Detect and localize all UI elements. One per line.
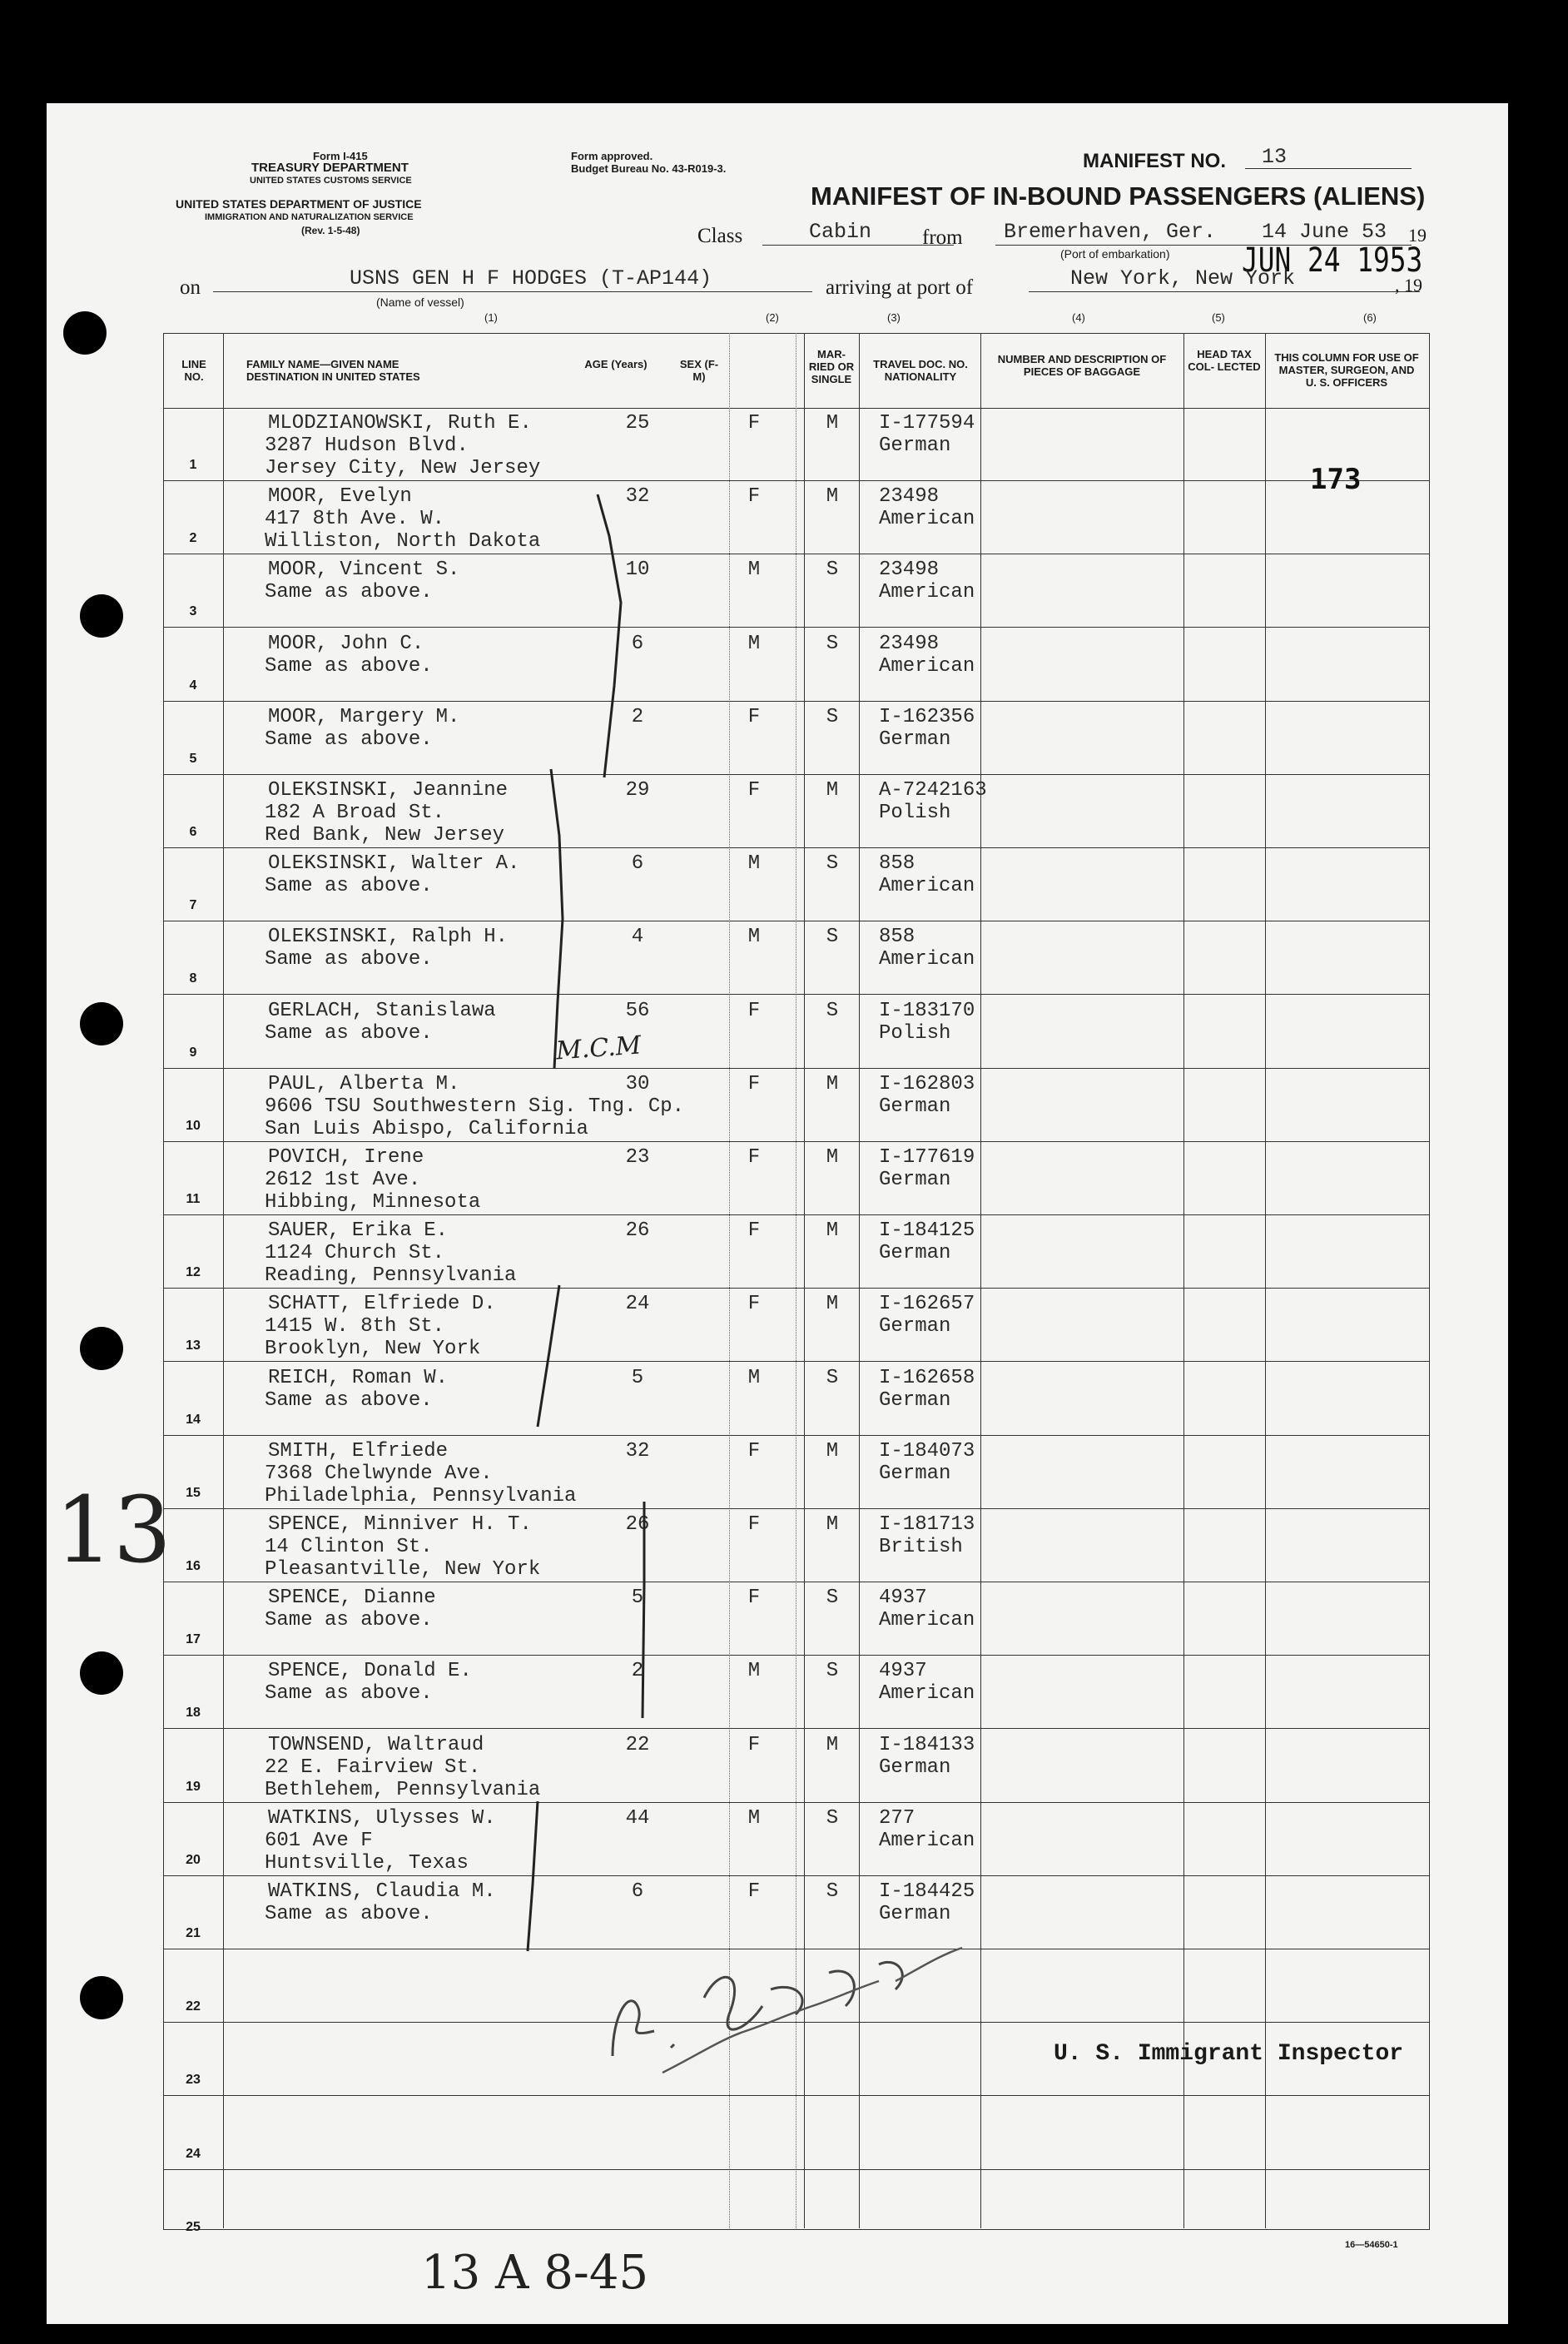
- nationality: German: [879, 1756, 951, 1779]
- marital-status: S: [826, 705, 839, 728]
- department-of-justice: UNITED STATES DEPARTMENT OF JUSTICE: [176, 197, 422, 211]
- line-number: 2: [189, 531, 197, 546]
- treasury-department: TREASURY DEPARTMENT: [251, 161, 409, 175]
- line-number: 20: [186, 1852, 201, 1867]
- marital-status: M: [826, 1072, 839, 1095]
- destination-line-1: Same as above.: [265, 875, 433, 898]
- marital-status: M: [826, 412, 839, 435]
- line-number: 5: [189, 751, 197, 766]
- destination-line-1: Same as above.: [265, 1903, 433, 1925]
- line-number: 12: [186, 1265, 201, 1280]
- passenger-name: OLEKSINSKI, Ralph H.: [268, 926, 509, 949]
- form-code: 16—54650-1: [1345, 2240, 1398, 2250]
- passenger-name: SMITH, Elfriede: [268, 1439, 449, 1463]
- age: 23: [625, 1146, 650, 1169]
- form-approved: Form approved.: [571, 150, 653, 162]
- destination-line-2: Pleasantville, New York: [265, 1558, 541, 1581]
- on-label: on: [180, 276, 201, 299]
- vessel-name-note: (Name of vessel): [376, 295, 464, 309]
- mcm-initials: M.C.M: [554, 1030, 643, 1066]
- table-row: [47, 848, 1508, 921]
- destination-line-1: Same as above.: [265, 948, 433, 971]
- line-number: 3: [189, 604, 197, 619]
- travel-doc-number: 858: [879, 852, 915, 876]
- line-number: 1: [189, 458, 197, 472]
- destination-line-1: 417 8th Ave. W.: [265, 508, 445, 531]
- nationality: Polish: [879, 802, 951, 824]
- marital-status: S: [826, 999, 839, 1022]
- budget-bureau: Budget Bureau No. 43-R019-3.: [571, 162, 727, 175]
- destination-line-1: 601 Ave F: [265, 1829, 373, 1852]
- table-row: [47, 996, 1508, 1069]
- line-number: 10: [186, 1118, 201, 1133]
- manifest-number: 13: [1262, 145, 1288, 169]
- revision: (Rev. 1-5-48): [301, 225, 360, 236]
- travel-doc-number: I-184133: [879, 1733, 975, 1756]
- table-row: [47, 1730, 1508, 1803]
- sex: M: [747, 1660, 761, 1683]
- line-number: 4: [189, 678, 197, 693]
- sex: F: [747, 1219, 761, 1243]
- table-row: [47, 481, 1508, 554]
- nationality: American: [879, 1829, 975, 1852]
- passenger-name: MOOR, Vincent S.: [268, 559, 460, 582]
- port-embarkation-note: (Port of embarkation): [1060, 247, 1170, 261]
- destination-line-1: 2612 1st Ave.: [265, 1169, 421, 1191]
- table-row: [47, 921, 1508, 995]
- line-number: 14: [186, 1412, 201, 1427]
- passenger-name: MOOR, Evelyn: [268, 485, 412, 509]
- destination-line-1: Same as above.: [265, 1388, 433, 1412]
- travel-doc-number: 23498: [879, 632, 940, 655]
- punch-hole: [63, 311, 107, 355]
- marital-status: M: [826, 1439, 839, 1463]
- vessel-name: USNS GEN H F HODGES (T-AP144): [350, 266, 712, 291]
- marital-status: M: [826, 1293, 839, 1316]
- sex: F: [747, 1880, 761, 1903]
- age: 6: [631, 1880, 644, 1903]
- destination-line-2: Bethlehem, Pennsylvania: [265, 1778, 541, 1801]
- destination-line-1: 9606 TSU Southwestern Sig. Tng. Cp.: [265, 1095, 685, 1118]
- destination-line-2: Red Bank, New Jersey: [265, 824, 505, 847]
- table-row: [47, 2097, 1508, 2170]
- age: 4: [631, 926, 644, 949]
- travel-doc-number: I-162657: [879, 1293, 975, 1316]
- destination-line-1: 3287 Hudson Blvd.: [265, 435, 469, 457]
- destination-line-2: Jersey City, New Jersey: [265, 457, 541, 479]
- travel-doc-number: 23498: [879, 559, 940, 582]
- table-row: [47, 1803, 1508, 1876]
- line-number: 24: [186, 2146, 201, 2161]
- destination-line-2: Hibbing, Minnesota: [265, 1191, 481, 1214]
- travel-doc-number: I-184073: [879, 1439, 975, 1463]
- col-num-6: (6): [1363, 311, 1377, 324]
- header-baggage: NUMBER AND DESCRIPTION OF PIECES OF BAGGAGE: [997, 353, 1167, 378]
- header-sex: SEX (F-M): [679, 358, 719, 383]
- passenger-name: TOWNSEND, Waltraud: [268, 1733, 484, 1756]
- line-number: 13: [186, 1338, 201, 1353]
- sex: M: [747, 926, 761, 949]
- line-number: 15: [186, 1485, 201, 1500]
- manifest-label: MANIFEST NO.: [1083, 150, 1226, 172]
- immigrant-inspector-label: U. S. Immigrant Inspector: [1054, 2041, 1404, 2067]
- sex: F: [747, 705, 761, 728]
- left-margin-number: 13: [55, 1477, 171, 1583]
- line-number: 21: [186, 1926, 201, 1940]
- destination-line-1: Same as above.: [265, 1682, 433, 1706]
- marital-status: S: [826, 559, 839, 582]
- table-row: [47, 1363, 1508, 1436]
- age: 25: [625, 412, 650, 435]
- line-number: 23: [186, 2073, 201, 2088]
- age: 2: [631, 705, 644, 728]
- sex: F: [747, 1513, 761, 1536]
- line-number: 7: [189, 898, 197, 913]
- age: 24: [625, 1293, 650, 1316]
- line-number: 8: [189, 971, 197, 986]
- destination-line-2: San Luis Abispo, California: [265, 1117, 588, 1140]
- arrival-stamp-date: JUN 24 1953: [1242, 241, 1423, 280]
- passenger-name: POVICH, Irene: [268, 1146, 424, 1169]
- class-label: Class: [697, 225, 743, 247]
- header-name: FAMILY NAME—GIVEN NAME DESTINATION IN UNITED STATES: [246, 358, 420, 383]
- sex: F: [747, 1439, 761, 1463]
- age: 26: [625, 1219, 650, 1243]
- year-suffix: , 19: [1395, 275, 1422, 295]
- manifest-sheet: [47, 103, 1508, 2324]
- travel-doc-number: 277: [879, 1806, 915, 1830]
- manifest-title: MANIFEST OF IN-BOUND PASSENGERS (ALIENS): [811, 181, 1426, 211]
- sex: F: [747, 1293, 761, 1316]
- table-row: [47, 2170, 1508, 2243]
- destination-line-1: 1124 Church St.: [265, 1242, 445, 1265]
- passenger-name: WATKINS, Ulysses W.: [268, 1806, 496, 1830]
- passenger-name: SPENCE, Minniver H. T.: [268, 1513, 532, 1536]
- age: 5: [631, 1587, 644, 1610]
- arrival-port: New York, New York: [1070, 266, 1296, 291]
- table-row: [47, 1436, 1508, 1509]
- line-number: 19: [186, 1779, 201, 1794]
- destination-line-1: 14 Clinton St.: [265, 1536, 433, 1558]
- table-row: [47, 702, 1508, 775]
- header-travel-doc: TRAVEL DOC. NO. NATIONALITY: [873, 358, 968, 383]
- header-age: AGE (Years): [584, 358, 648, 370]
- header-line-no: LINE NO.: [181, 358, 206, 383]
- destination-line-1: Same as above.: [265, 654, 433, 678]
- age: 32: [625, 485, 650, 509]
- officer-number: 173: [1310, 463, 1362, 496]
- travel-doc-number: I-162658: [879, 1366, 975, 1389]
- travel-doc-number: 4937: [879, 1587, 927, 1610]
- nationality: German: [879, 435, 951, 457]
- travel-doc-number: I-181713: [879, 1513, 975, 1536]
- form-number: Form I-415: [313, 150, 368, 162]
- sex: F: [747, 1072, 761, 1095]
- travel-doc-number: I-177619: [879, 1146, 975, 1169]
- passenger-name: SPENCE, Donald E.: [268, 1660, 472, 1683]
- passenger-name: SCHATT, Elfriede D.: [268, 1293, 496, 1316]
- destination-line-2: Williston, North Dakota: [265, 530, 541, 554]
- nationality: American: [879, 1609, 975, 1632]
- nationality: British: [879, 1536, 963, 1558]
- age: 6: [631, 852, 644, 876]
- line-number: 25: [186, 2219, 201, 2234]
- passenger-name: SAUER, Erika E.: [268, 1219, 449, 1243]
- table-row: [47, 1215, 1508, 1289]
- table-row: [47, 1142, 1508, 1215]
- passenger-name: MOOR, Margery M.: [268, 705, 460, 728]
- marital-status: S: [826, 926, 839, 949]
- line-number: 11: [186, 1192, 201, 1206]
- destination-line-2: Philadelphia, Pennsylvania: [265, 1484, 577, 1507]
- nationality: German: [879, 728, 951, 751]
- nationality: American: [879, 875, 975, 898]
- destination-line-1: Same as above.: [265, 581, 433, 604]
- nationality: German: [879, 1095, 951, 1118]
- marital-status: M: [826, 779, 839, 802]
- nationality: German: [879, 1462, 951, 1485]
- nationality: German: [879, 1315, 951, 1338]
- passenger-name: REICH, Roman W.: [268, 1366, 449, 1389]
- destination-line-2: Reading, Pennsylvania: [265, 1264, 517, 1288]
- sex: M: [747, 852, 761, 876]
- table-row: [47, 408, 1508, 481]
- passenger-name: MOOR, John C.: [268, 632, 424, 655]
- age: 44: [625, 1806, 650, 1830]
- table-row: [47, 1289, 1508, 1362]
- passenger-name: PAUL, Alberta M.: [268, 1072, 460, 1095]
- header-married: MAR- RIED OR SINGLE: [808, 348, 855, 385]
- arriving-label: arriving at port of: [826, 276, 974, 299]
- marital-status: S: [826, 1587, 839, 1610]
- nationality: German: [879, 1242, 951, 1265]
- marital-status: S: [826, 1660, 839, 1683]
- nationality: German: [879, 1903, 951, 1925]
- nationality: Polish: [879, 1021, 951, 1045]
- line-number: 17: [186, 1632, 201, 1647]
- port-of-embarkation: Bremerhaven, Ger.: [1004, 220, 1217, 244]
- sex: M: [747, 1806, 761, 1830]
- travel-doc-number: I-162803: [879, 1072, 975, 1095]
- travel-doc-number: 23498: [879, 485, 940, 509]
- travel-doc-number: I-177594: [879, 412, 975, 435]
- marital-status: M: [826, 1219, 839, 1243]
- age: 5: [631, 1366, 644, 1389]
- travel-doc-number: 858: [879, 926, 915, 949]
- marital-status: S: [826, 852, 839, 876]
- marital-status: S: [826, 1806, 839, 1830]
- marital-status: S: [826, 1880, 839, 1903]
- table-row: [47, 775, 1508, 848]
- line-number: 6: [189, 825, 197, 839]
- travel-doc-number: 4937: [879, 1660, 927, 1683]
- col-num-4: (4): [1072, 311, 1085, 324]
- travel-doc-number: I-183170: [879, 999, 975, 1022]
- table-row: [47, 1582, 1508, 1656]
- year-prefix: 19: [1408, 225, 1427, 246]
- travel-doc-number: A-7242163: [879, 779, 987, 802]
- travel-doc-number: I-162356: [879, 705, 975, 728]
- line-number: 18: [186, 1706, 201, 1721]
- class-value: Cabin: [809, 220, 872, 244]
- sex: M: [747, 632, 761, 655]
- line-number: 22: [186, 1999, 201, 2014]
- col-num-1: (1): [484, 311, 498, 324]
- table-row: [47, 1656, 1508, 1729]
- age: 22: [625, 1733, 650, 1756]
- marital-status: M: [826, 485, 839, 509]
- marital-status: S: [826, 1366, 839, 1389]
- destination-line-1: Same as above.: [265, 728, 433, 751]
- age: 6: [631, 632, 644, 655]
- marital-status: M: [826, 1733, 839, 1756]
- age: 32: [625, 1439, 650, 1463]
- sex: F: [747, 485, 761, 509]
- embarkation-date: 14 June 53: [1262, 220, 1387, 244]
- passenger-name: MLODZIANOWSKI, Ruth E.: [268, 412, 532, 435]
- passenger-name: WATKINS, Claudia M.: [268, 1880, 496, 1903]
- table-row: [47, 554, 1508, 628]
- age: 56: [625, 999, 650, 1022]
- sex: F: [747, 1587, 761, 1610]
- destination-line-1: 1415 W. 8th St.: [265, 1315, 445, 1338]
- destination-line-1: Same as above.: [265, 1609, 433, 1632]
- inspector-signature: [579, 1931, 1045, 2081]
- nationality: American: [879, 508, 975, 531]
- destination-line-1: 182 A Broad St.: [265, 802, 445, 824]
- sex: M: [747, 1366, 761, 1389]
- destination-line-1: 22 E. Fairview St.: [265, 1756, 481, 1779]
- immigration-service: IMMIGRATION AND NATURALIZATION SERVICE: [205, 212, 414, 222]
- destination-line-1: 7368 Chelwynde Ave.: [265, 1462, 493, 1485]
- travel-doc-number: I-184425: [879, 1880, 975, 1903]
- age: 26: [625, 1513, 650, 1536]
- customs-service: UNITED STATES CUSTOMS SERVICE: [250, 176, 412, 186]
- bottom-handwritten-note: 13 A 8-45: [421, 2246, 649, 2300]
- age: 29: [625, 779, 650, 802]
- nationality: American: [879, 581, 975, 604]
- marital-status: M: [826, 1513, 839, 1536]
- travel-doc-number: I-184125: [879, 1219, 975, 1243]
- marital-status: M: [826, 1146, 839, 1169]
- nationality: German: [879, 1169, 951, 1191]
- col-num-2: (2): [766, 311, 779, 324]
- sex: F: [747, 1146, 761, 1169]
- from-label: from: [922, 226, 963, 249]
- passenger-name: OLEKSINSKI, Walter A.: [268, 852, 520, 876]
- col-num-5: (5): [1212, 311, 1225, 324]
- table-row: [47, 1069, 1508, 1142]
- sex: F: [747, 999, 761, 1022]
- line-number: 16: [186, 1559, 201, 1573]
- header-head-tax: HEAD TAX COL- LECTED: [1188, 348, 1261, 373]
- nationality: American: [879, 654, 975, 678]
- nationality: German: [879, 1388, 951, 1412]
- nationality: American: [879, 1682, 975, 1706]
- col-num-3: (3): [887, 311, 901, 324]
- sex: M: [747, 559, 761, 582]
- destination-line-2: Brooklyn, New York: [265, 1338, 481, 1361]
- passenger-name: OLEKSINSKI, Jeannine: [268, 779, 509, 802]
- sex: F: [747, 1733, 761, 1756]
- age: 2: [631, 1660, 644, 1683]
- sex: F: [747, 779, 761, 802]
- nationality: American: [879, 948, 975, 971]
- line-number: 9: [189, 1045, 197, 1060]
- sex: F: [747, 412, 761, 435]
- marital-status: S: [826, 632, 839, 655]
- passenger-name: GERLACH, Stanislawa: [268, 999, 496, 1022]
- passenger-name: SPENCE, Dianne: [268, 1587, 436, 1610]
- header-officers: THIS COLUMN FOR USE OF MASTER, SURGEON, AND U. S. OFFICERS: [1274, 351, 1419, 389]
- table-row: [47, 1509, 1508, 1582]
- destination-line-1: Same as above.: [265, 1021, 433, 1045]
- age: 10: [625, 559, 650, 582]
- destination-line-2: Huntsville, Texas: [265, 1851, 469, 1875]
- age: 30: [625, 1072, 650, 1095]
- table-row: [47, 628, 1508, 702]
